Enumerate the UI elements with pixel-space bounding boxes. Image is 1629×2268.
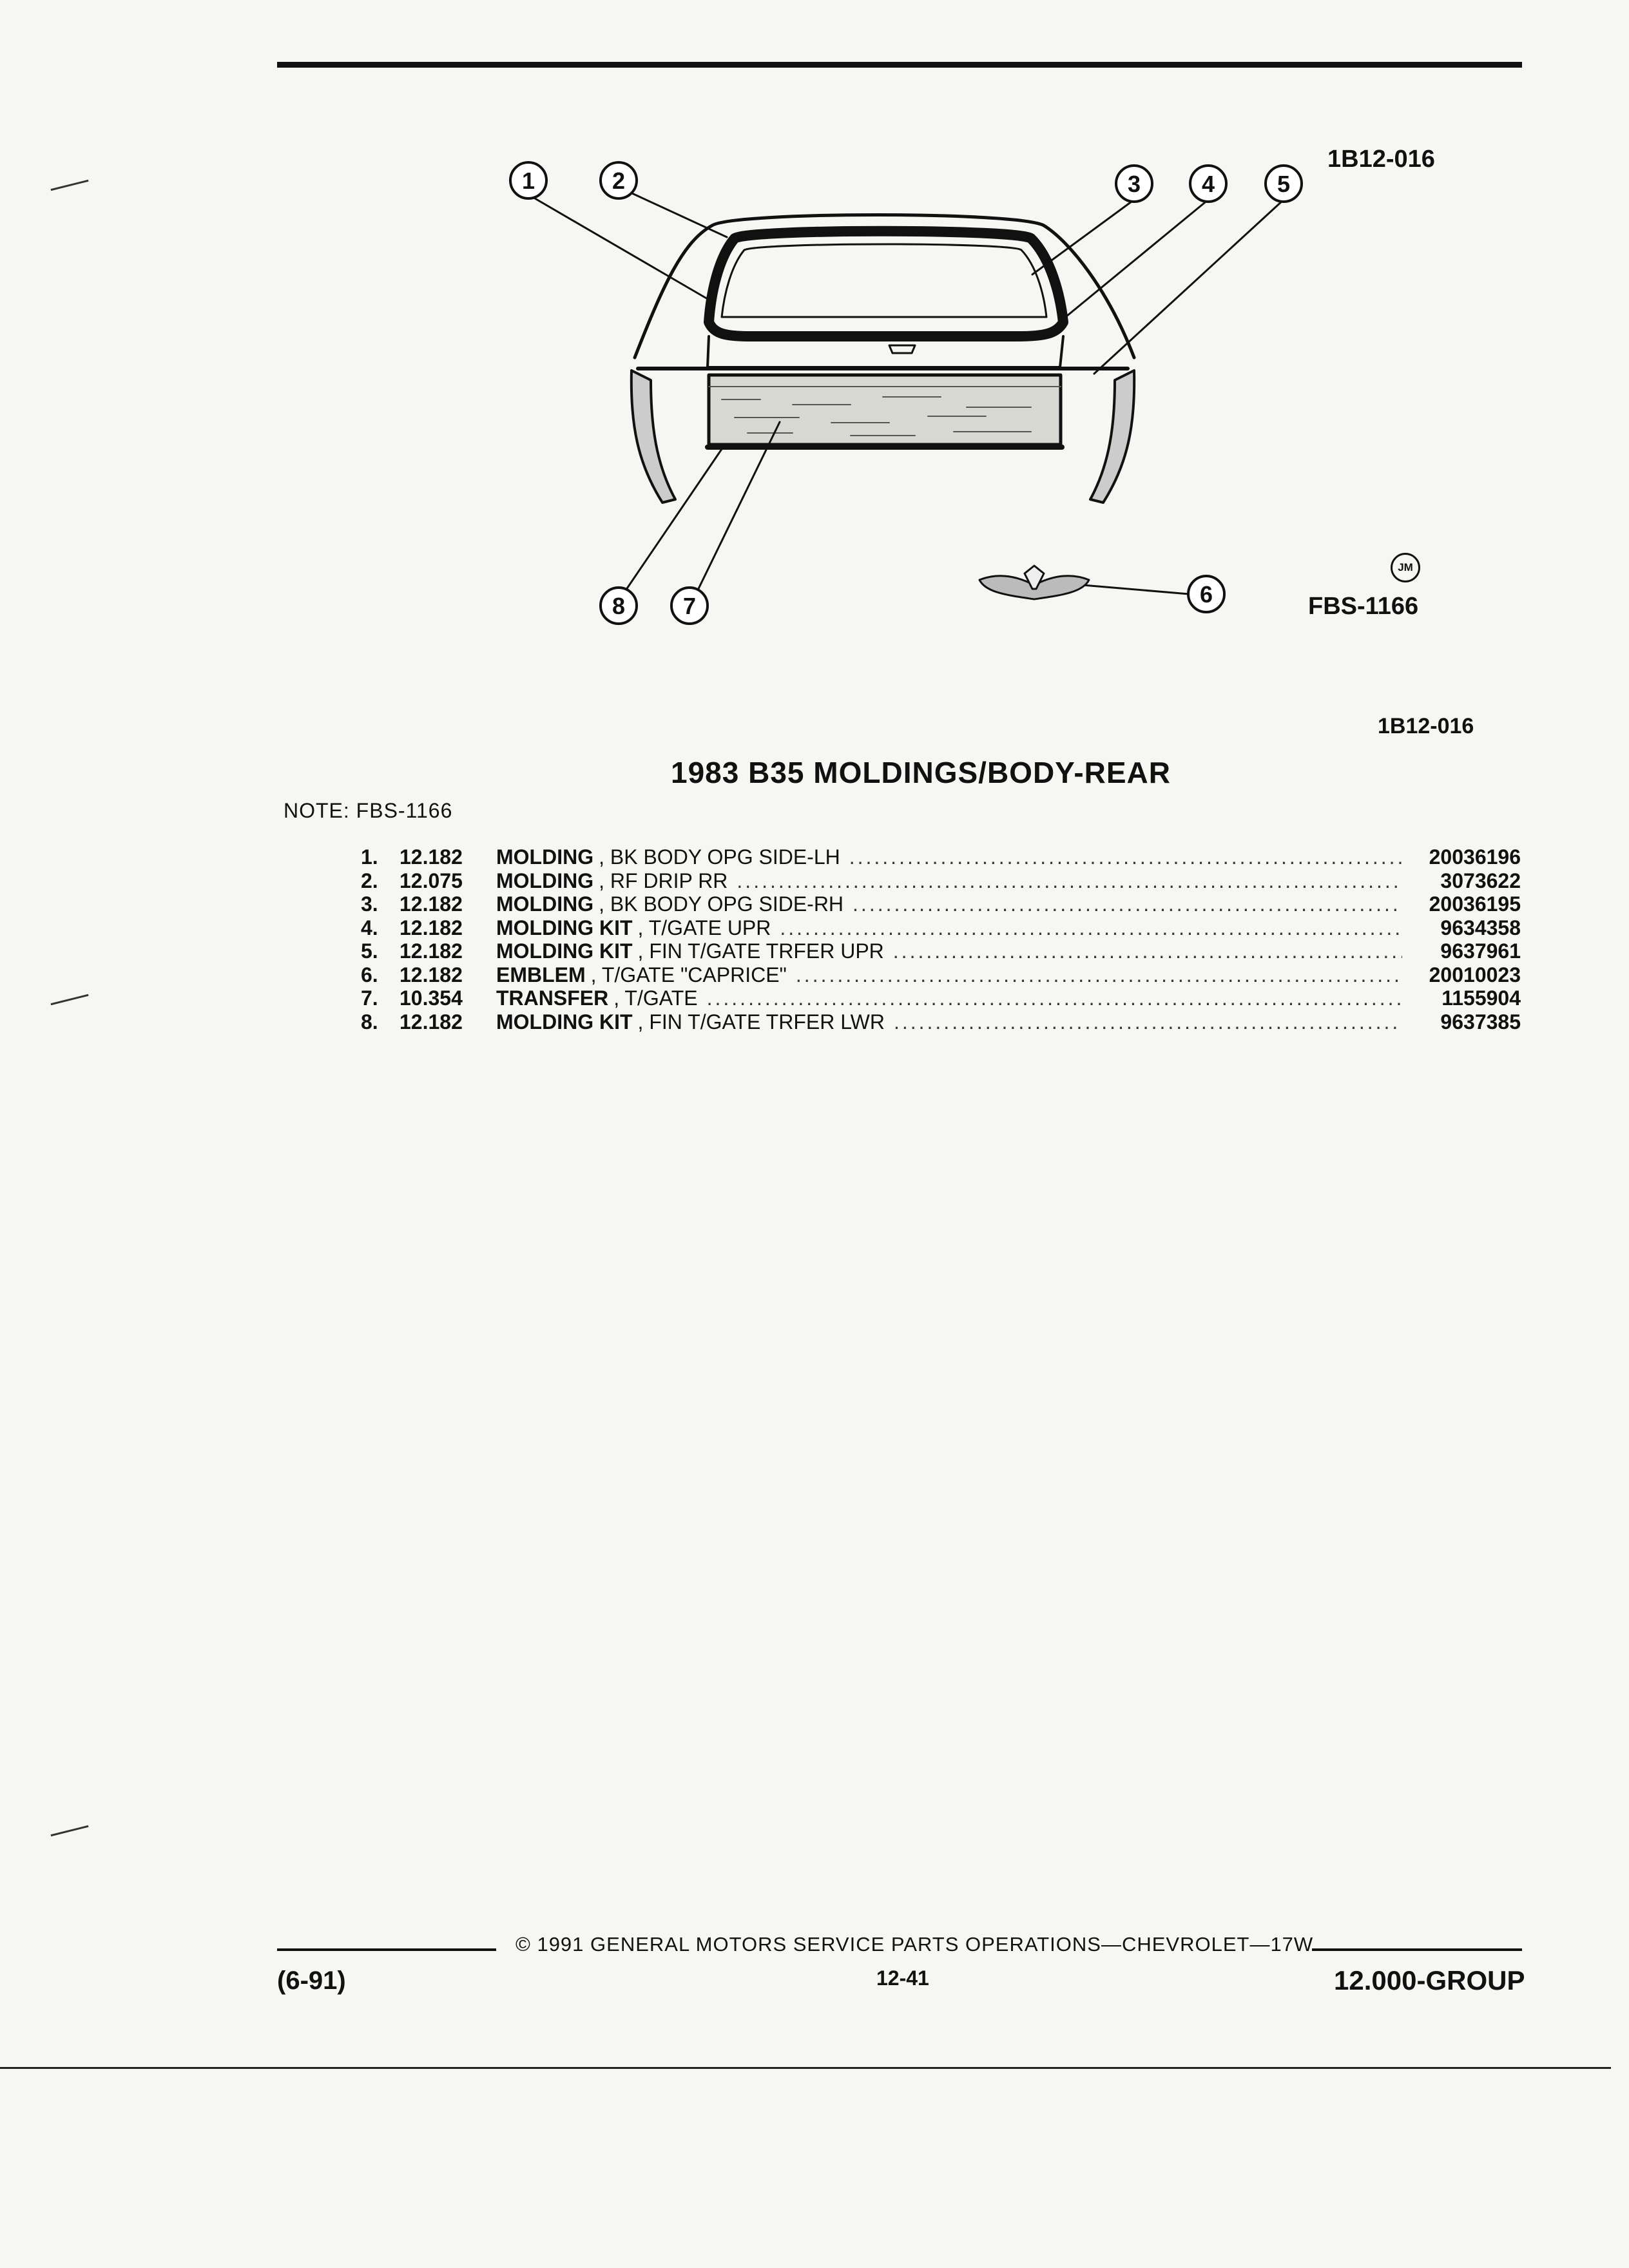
part-description: , BK BODY OPG SIDE-LH (599, 845, 840, 869)
list-item (361, 845, 1521, 869)
parts-list (361, 845, 1521, 1033)
callout-label-2: 2 (612, 168, 626, 194)
list-item (361, 986, 1521, 1010)
group-label: 12.000-GROUP (1334, 1965, 1525, 1995)
group-number: 12.075 (400, 869, 463, 892)
part-number: 20010023 (1429, 963, 1521, 986)
part-description: , FIN T/GATE TRFER UPR (637, 939, 884, 963)
item-number: 1. (361, 845, 378, 869)
margin-mark (51, 180, 89, 191)
leader-dots (853, 892, 1402, 916)
footer-rule-left (277, 1948, 496, 1951)
callout-label-8: 8 (612, 593, 626, 619)
part-number: 9637961 (1440, 939, 1521, 963)
callout-label-1: 1 (521, 168, 535, 194)
part-description: , RF DRIP RR (599, 869, 728, 892)
part-description: , FIN T/GATE TRFER LWR (637, 1010, 885, 1033)
part-number: 20036195 (1429, 892, 1521, 916)
group-number: 12.182 (400, 939, 463, 963)
leader-dots (737, 869, 1402, 892)
note: NOTE: FBS-1166 (284, 799, 453, 822)
part-name: MOLDING KIT (496, 939, 633, 963)
top-rule (277, 62, 1522, 68)
group-number: 12.182 (400, 892, 463, 916)
list-item (361, 939, 1521, 963)
part-description: , T/GATE "CAPRICE" (590, 963, 787, 986)
callout-label-3: 3 (1127, 171, 1141, 197)
leader-dots (796, 963, 1402, 986)
item-number: 3. (361, 892, 378, 916)
left-fender (631, 370, 675, 503)
footer-rule-right (1312, 1948, 1522, 1951)
group-number: 12.182 (400, 963, 463, 986)
part-number: 9634358 (1440, 916, 1521, 939)
callout-label-6: 6 (1199, 581, 1213, 608)
part-name: MOLDING KIT (496, 916, 633, 939)
list-item (361, 916, 1521, 940)
list-item (361, 892, 1521, 916)
callout-label-7: 7 (682, 593, 697, 619)
rear-window-glass (722, 244, 1046, 317)
leader-dots (707, 986, 1402, 1010)
part-name: MOLDING (496, 869, 594, 892)
figure-reference: FBS-1166 (1308, 593, 1419, 620)
date-code: (6-91) (277, 1966, 346, 1995)
item-number: 4. (361, 916, 378, 939)
bottom-rule (0, 2067, 1611, 2069)
list-item (361, 963, 1521, 987)
tailgate-handle (889, 345, 915, 353)
list-item (361, 869, 1521, 893)
page-title: 1983 B35 MOLDINGS/BODY-REAR (671, 756, 1171, 789)
margin-mark (51, 994, 89, 1005)
item-number: 2. (361, 869, 378, 892)
part-description: , T/GATE (613, 986, 698, 1010)
right-fender (1090, 370, 1134, 503)
part-name: MOLDING KIT (496, 1010, 633, 1033)
tailgate-transfer-panel (709, 375, 1061, 445)
item-number: 8. (361, 1010, 378, 1033)
margin-mark (51, 1825, 89, 1836)
page-number: 12-41 (876, 1966, 929, 1990)
part-number: 3073622 (1440, 869, 1521, 892)
list-item (361, 1010, 1521, 1034)
part-description: , T/GATE UPR (637, 916, 771, 939)
figure-id-top: 1B12-016 (1327, 146, 1435, 173)
part-name: MOLDING (496, 845, 594, 869)
item-number: 5. (361, 939, 378, 963)
copyright: © 1991 GENERAL MOTORS SERVICE PARTS OPERATIONS—CHEVROLET—17W (516, 1933, 1314, 1956)
part-name: TRANSFER (496, 986, 609, 1010)
callout-label-4: 4 (1201, 171, 1215, 197)
leader-dots (780, 916, 1402, 939)
group-number: 12.182 (400, 916, 463, 939)
callout-label-5: 5 (1277, 171, 1291, 197)
leader-dots (893, 939, 1402, 963)
leader-dots (849, 845, 1402, 869)
group-number: 12.182 (400, 1010, 463, 1033)
part-name: MOLDING (496, 892, 594, 916)
part-number: 1155904 (1441, 986, 1521, 1010)
group-number: 12.182 (400, 845, 463, 869)
part-description: , BK BODY OPG SIDE-RH (599, 892, 844, 916)
part-number: 9637385 (1440, 1010, 1521, 1033)
part-number: 20036196 (1429, 845, 1521, 869)
part-name: EMBLEM (496, 963, 586, 986)
item-number: 6. (361, 963, 378, 986)
leader-dots (894, 1010, 1402, 1033)
item-number: 7. (361, 986, 378, 1010)
group-number: 10.354 (400, 986, 463, 1010)
jm-logo: JM (1391, 553, 1420, 582)
tailgate-parts-diagram (490, 129, 1431, 644)
figure-id-right: 1B12-016 (1378, 714, 1474, 738)
